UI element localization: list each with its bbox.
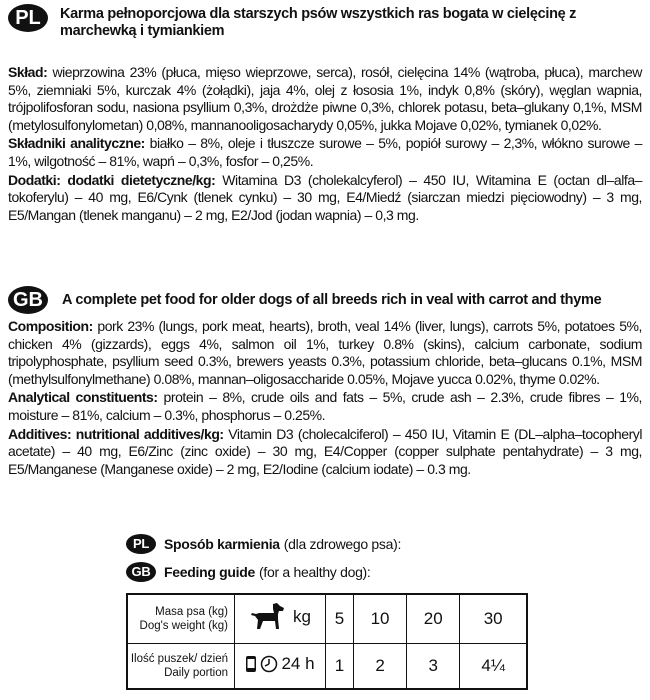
portion-period: 24 h [281, 654, 315, 673]
pl-composition: Skład: wieprzowina 23% (płuca, mięso wieprzowe, serca), rosół, cielęcina 14% (wątroba, płuca), marchew 5%, ziemniaki 5%, kurczak 4% (żołądki), jaja 4%, olej z łososia 1%, indyk 0,8% (skóry), węglan wapnia, trójpolifosforan sodu, nasiona psyllium 0,3%, drożdże piwne 0,3%, chlorek potasu, beta–glukany 0,1%, MSM (metylosulfonylometan) 0,08%, mannanooligosacharydy 0,05%, jukka Mojave 0,02%, tymianek 0,02%. [8, 64, 642, 133]
weight-label: Masa psa (kg) Dog's weight (kg) [127, 594, 235, 644]
pl-header [8, 4, 642, 39]
pl-badge: PL [8, 4, 48, 32]
feeding-pl-badge: PL [126, 534, 156, 554]
can-icon [245, 655, 257, 673]
table-row-weight [127, 594, 527, 644]
portion-value: 1 [326, 644, 354, 690]
feeding-heading-pl: PL Sposób karmienia (dla zdrowego psa): [126, 534, 401, 554]
pl-additives: Dodatki: dodatki dietetyczne/kg: Witamina D3 (cholekalcyferol) – 450 IU, Witamina E (octan dl–alfa–tokoferylu) – 40 mg, E6/Cynk (tlenek cynku) – 30 mg, E4/Miedź (siarczan miedzi pięciowodny) – 3 mg, E5/Mangan (tlenek manganu) – 2 mg, E2/Jod (jodan wapnia) – 0,3 mg. [8, 171, 643, 223]
feeding-gb-badge: GB [126, 562, 156, 582]
pl-analytical: Składniki analityczne: białko – 8%, oleje i tłuszcze surowe – 5%, popiół surowy – 2,3%, włókno surowe – 1%, wilgotność – 81%, wapń – 0,3%, fosfor – 0,25%. [8, 135, 642, 169]
weight-value: 20 [407, 594, 460, 644]
table-row-portion [127, 644, 527, 690]
gb-composition: Composition: pork 23% (lungs, pork meat, hearts), broth, veal 14% (liver, lungs), carrots 5%, potatoes 5%, chicken 4% (gizzards), eggs 4%, salmon oil 1%, turkey 0.8% (skins), calcium carbonate, sodium tripolyphosphate, psyllium seed 0.3%, brewers yeasts 0.3%, potassium chloride, beta–glucans 0.1%, MSM (methylsulfonylmethane) 0.08%, mannan–oligosaccharide 0.05%, Mojave yucca 0.02%, thyme 0.02%. [8, 318, 642, 387]
weight-value: 10 [353, 594, 406, 644]
pl-title: Karma pełnoporcjowa dla starszych psów wszystkich ras bogata w cielęcinę z marchewką i tymiankiem [60, 6, 577, 39]
gb-analytical: Analytical constituents: protein – 8%, crude oils and fats – 5%, crude ash – 2.3%, crude fibres – 1%, moisture – 81%, calcium – 0.3%, phosphorus – 0.25%. [8, 389, 642, 423]
feeding-table [126, 593, 528, 690]
gb-title: A complete pet food for older dogs of all breeds rich in veal with carrot and thyme [62, 292, 602, 308]
clock-icon [260, 655, 278, 673]
weight-value: 30 [460, 594, 527, 644]
feeding-heading-gb: GB Feeding guide (for a healthy dog): [126, 562, 371, 582]
portion-label: Ilość puszek/ dzień Daily portion [130, 653, 228, 679]
gb-badge: GB [8, 286, 48, 314]
portion-value: 2 [353, 644, 406, 690]
dog-icon [249, 602, 285, 632]
gb-additives: Additives: nutritional additives/kg: Vitamin D3 (cholecalciferol) – 450 IU, Vitamin E (DL–alpha–tocopheryl acetate) – 40 mg, E6/Zinc (zinc oxide) – 30 mg, E4/Copper (copper sulphate pentahydrate) – 3 mg, E5/Manganese (Manganese oxide) – 2 mg, E2/Iodine (calcium iodate) – 0.3 mg. [8, 425, 642, 477]
gb-header [8, 286, 642, 314]
dog-icon-cell [235, 594, 326, 644]
weight-unit: kg [293, 606, 311, 626]
portion-value: 4¼ [460, 644, 527, 690]
gb-section [8, 318, 642, 479]
pl-section [8, 64, 642, 225]
weight-value: 5 [326, 594, 354, 644]
portion-value: 3 [407, 644, 460, 690]
can-clock-cell [235, 644, 326, 690]
